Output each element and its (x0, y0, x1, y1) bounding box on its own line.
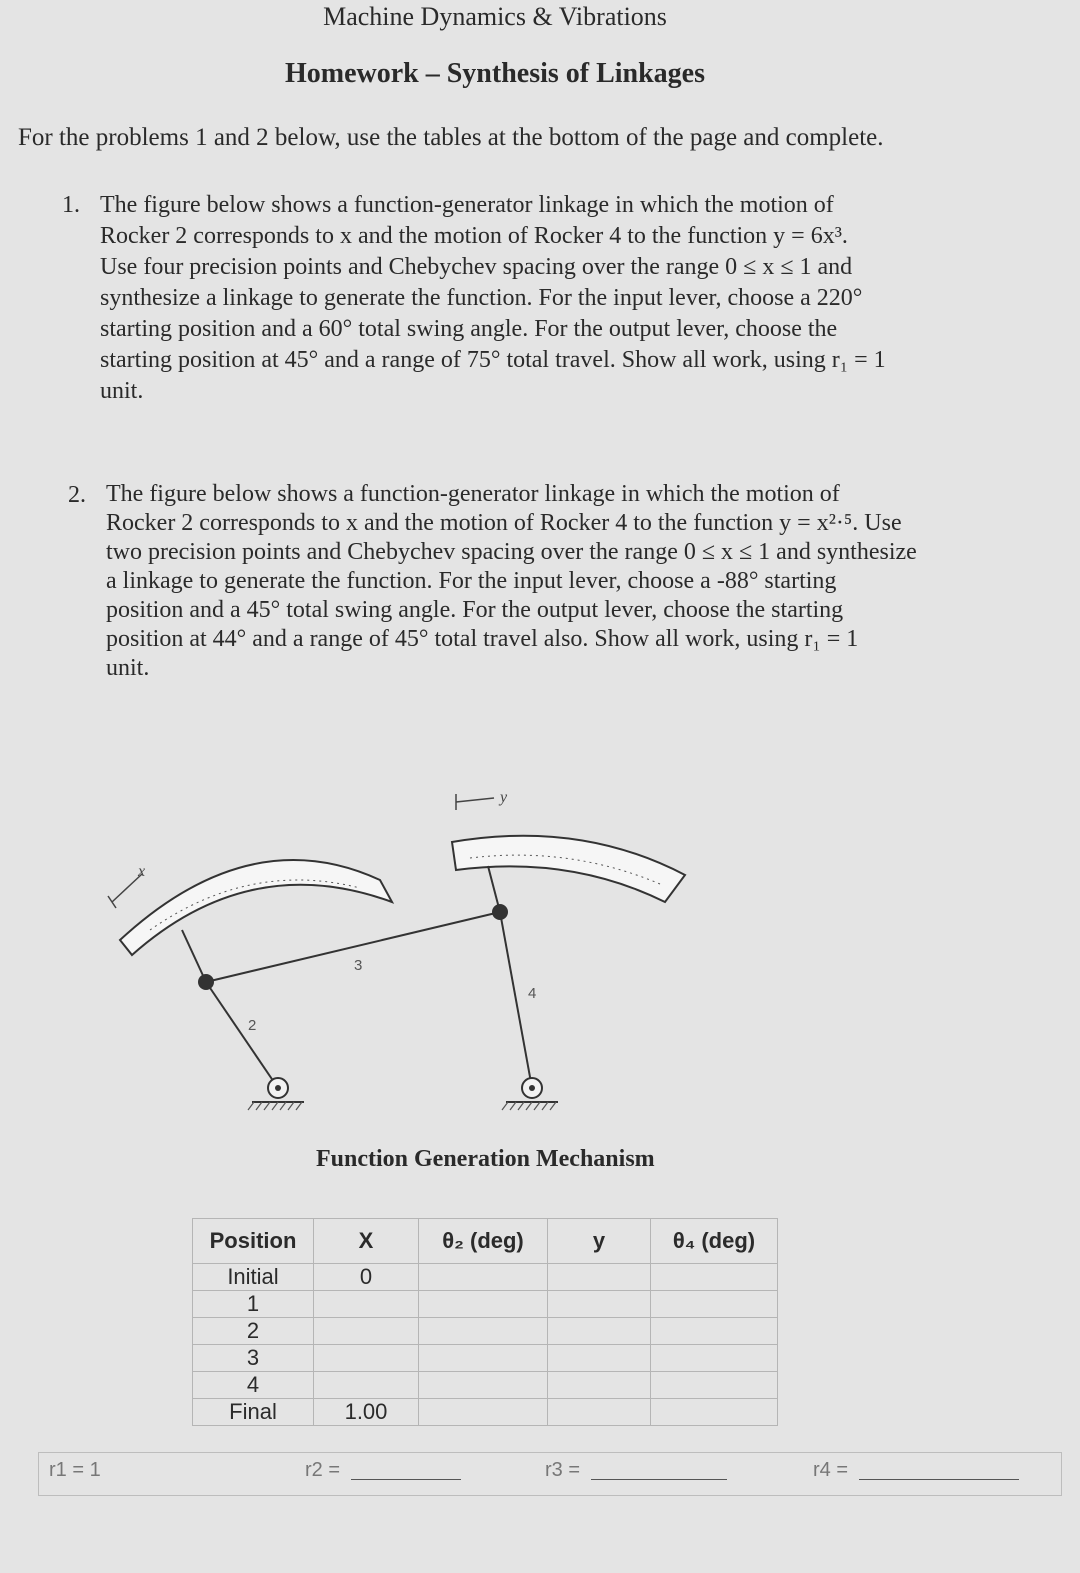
output-scale-arc (452, 836, 685, 902)
cell-x: 1.00 (314, 1399, 419, 1426)
table-row (193, 1264, 778, 1291)
cell-y (548, 1318, 651, 1345)
figure-caption: Function Generation Mechanism (316, 1146, 655, 1172)
problem-2-line: two precision points and Chebychev spacing over the range 0 ≤ x ≤ 1 and synthesize (106, 539, 917, 565)
input-scale-arc (120, 860, 392, 955)
cell-theta2 (419, 1345, 548, 1372)
table-row (193, 1372, 778, 1399)
problem-1-line: Use four precision points and Chebychev spacing over the range 0 ≤ x ≤ 1 and (100, 254, 853, 280)
table-row (193, 1291, 778, 1318)
course-title: Machine Dynamics & Vibrations (323, 2, 667, 31)
r3-label: r3 = (545, 1459, 581, 1481)
cell-position: 2 (193, 1318, 314, 1345)
r4-answer-line[interactable] (859, 1479, 1019, 1480)
cell-theta4 (651, 1291, 778, 1318)
header-position: Position (193, 1219, 314, 1264)
problem-2-line: Rocker 2 corresponds to x and the motion of Rocker 4 to the function y = x²·⁵. Use (106, 510, 902, 536)
cell-x: 0 (314, 1264, 419, 1291)
link-3 (206, 912, 500, 982)
cell-y (548, 1372, 651, 1399)
cell-x (314, 1291, 419, 1318)
cell-position: Initial (193, 1264, 314, 1291)
cell-position: 4 (193, 1372, 314, 1399)
x-axis-label: x (138, 863, 146, 880)
joint-b (492, 904, 508, 920)
table-header-row (193, 1219, 778, 1264)
cell-theta2 (419, 1318, 548, 1345)
cell-y (548, 1345, 651, 1372)
header-theta2: θ₂ (deg) (419, 1219, 548, 1264)
cell-theta4 (651, 1318, 778, 1345)
problem-2-line: a linkage to generate the function. For the input lever, choose a -88° starting (106, 568, 837, 594)
problem-2-line: The figure below shows a function-generator linkage in which the motion of (106, 481, 840, 507)
table-row (193, 1399, 778, 1426)
problem-2 (68, 480, 998, 683)
cell-theta2 (419, 1372, 548, 1399)
r2-answer-line[interactable] (351, 1479, 461, 1480)
cell-theta2 (419, 1264, 548, 1291)
link-2 (206, 982, 278, 1088)
problem-2-line: position at 44° and a range of 45° total travel also. Show all work, using r₁ = 1 (106, 626, 859, 652)
header-theta4: θ₄ (deg) (651, 1219, 778, 1264)
cell-position: 1 (193, 1291, 314, 1318)
link-lengths-row (38, 1452, 1062, 1496)
r1-label: r1 = 1 (49, 1459, 101, 1481)
cell-theta4 (651, 1345, 778, 1372)
cell-position: Final (193, 1399, 314, 1426)
r2-label: r2 = (305, 1459, 341, 1481)
results-table (192, 1218, 778, 1426)
cell-theta4 (651, 1264, 778, 1291)
problem-1-number: 1. (62, 192, 80, 218)
cell-x (314, 1372, 419, 1399)
header-y: y (548, 1219, 651, 1264)
instructions: For the problems 1 and 2 below, use the tables at the bottom of the page and complete. (18, 124, 884, 151)
cell-y (548, 1264, 651, 1291)
problem-1-line: starting position at 45° and a range of 75° total travel. Show all work, using r₁ = 1 (100, 347, 886, 373)
r3-answer-line[interactable] (591, 1479, 727, 1480)
cell-x (314, 1318, 419, 1345)
table-row (193, 1345, 778, 1372)
problem-1-line: starting position and a 60° total swing angle. For the output lever, choose the (100, 316, 838, 342)
table-row (193, 1318, 778, 1345)
problem-2-line: position and a 45° total swing angle. For the output lever, choose the starting (106, 597, 844, 623)
cell-y (548, 1291, 651, 1318)
cell-position: 3 (193, 1345, 314, 1372)
link-4-label: 4 (528, 985, 537, 1002)
problem-2-number: 2. (68, 482, 86, 508)
problem-1-line: The figure below shows a function-generator linkage in which the motion of (100, 192, 834, 218)
problem-1-line: Rocker 2 corresponds to x and the motion of Rocker 4 to the function y = 6x³. (100, 223, 848, 249)
problem-1-line: synthesize a linkage to generate the function. For the input lever, choose a 220° (100, 285, 863, 311)
problem-2-line: unit. (106, 655, 150, 681)
cell-theta2 (419, 1291, 548, 1318)
homework-title: Homework – Synthesis of Linkages (284, 58, 706, 89)
linkage-diagram (90, 780, 710, 1130)
problem-1 (62, 190, 992, 407)
ground-pivot-4 (502, 1078, 558, 1110)
cell-theta2 (419, 1399, 548, 1426)
cell-theta4 (651, 1399, 778, 1426)
cell-y (548, 1399, 651, 1426)
problem-1-line: unit. (100, 378, 144, 404)
header-x: X (314, 1219, 419, 1264)
y-axis-arrow (456, 798, 494, 802)
ground-pivot-2 (248, 1078, 304, 1110)
link-3-label: 3 (354, 957, 363, 974)
cell-theta4 (651, 1372, 778, 1399)
r4-label: r4 = (813, 1459, 849, 1481)
joint-a (198, 974, 214, 990)
cell-x (314, 1345, 419, 1372)
link-2-label: 2 (248, 1017, 257, 1034)
input-pointer (182, 930, 206, 982)
y-axis-label: y (500, 789, 508, 806)
